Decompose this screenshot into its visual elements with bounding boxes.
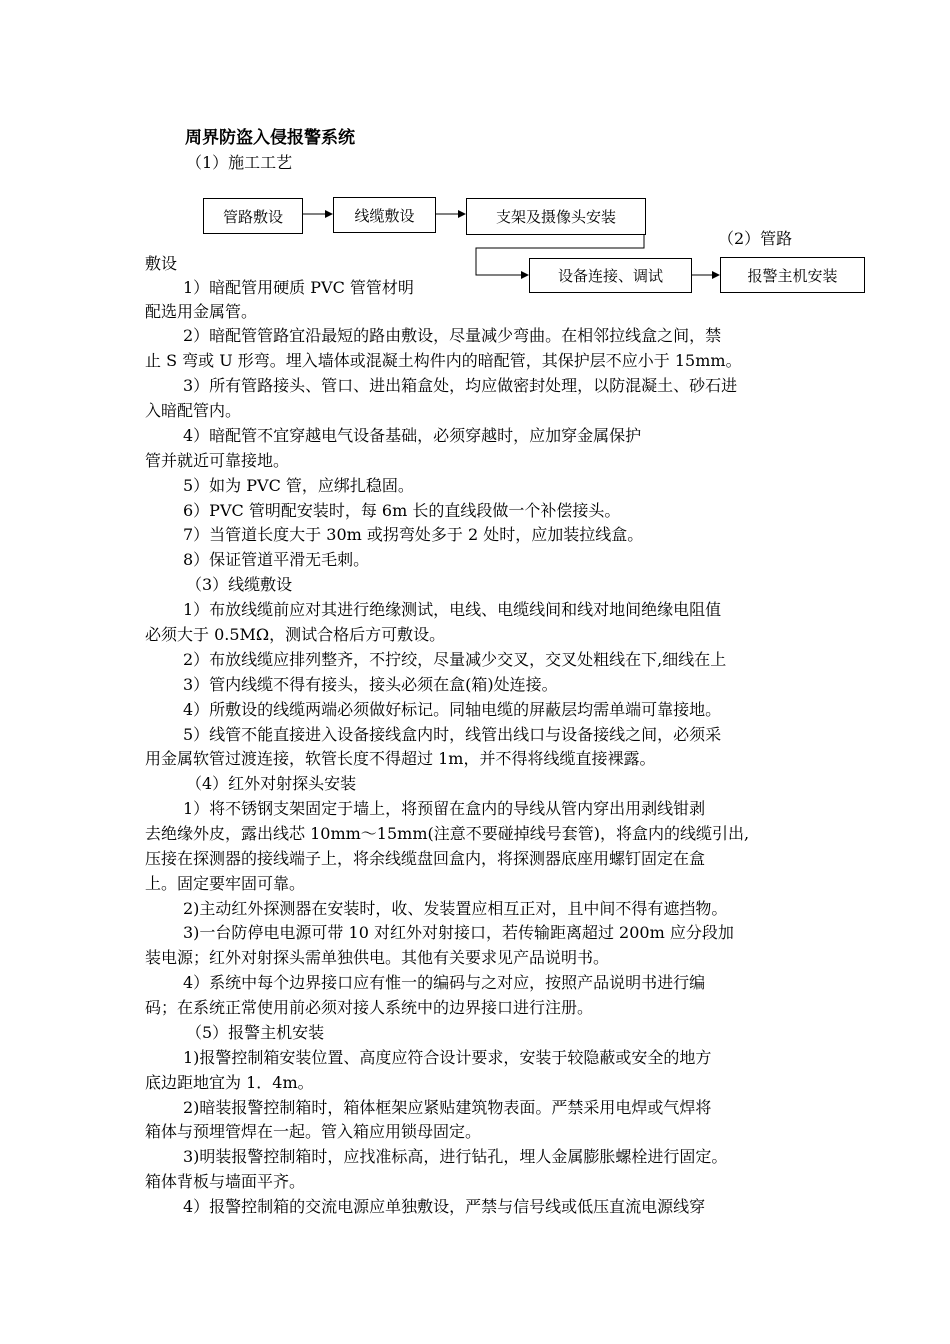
section-4-title: （4）红外对射探头安装 xyxy=(186,774,357,793)
flow-step-bracket-camera-install: 支架及摄像头安装 xyxy=(466,198,646,235)
section-3-title: （3）线缆敷设 xyxy=(186,575,293,594)
paragraph-line: 6）PVC 管明配安装时，每 6m 长的直线段做一个补偿接头。 xyxy=(183,501,621,520)
flow-step-pipe-laying: 管路敷设 xyxy=(203,198,303,234)
document-heading: 周界防盗入侵报警系统 xyxy=(185,128,355,148)
paragraph-line: 压接在探测器的接线端子上，将余线缆盘回盒内，将探测器底座用螺钉固定在盒 xyxy=(145,849,706,868)
section-2-title-part1: （2）管路 xyxy=(718,229,793,248)
section-5-title: （5）报警主机安装 xyxy=(186,1023,325,1042)
paragraph-line: 管并就近可靠接地。 xyxy=(145,451,290,470)
paragraph-line: 2）暗配管管路宜沿最短的路由敷设，尽量减少弯曲。在相邻拉线盒之间，禁 xyxy=(183,326,722,345)
paragraph-line: 1)报警控制箱安装位置、高度应符合设计要求，安装于较隐蔽或安全的地方 xyxy=(183,1048,712,1067)
paragraph-line: 5）线管不能直接进入设备接线盒内时，线管出线口与设备接线之间，必须采 xyxy=(183,725,722,744)
paragraph-line: 2)暗装报警控制箱时，箱体框架应紧贴建筑物表面。严禁采用电焊或气焊将 xyxy=(183,1098,712,1117)
paragraph-line: 3）管内线缆不得有接头，接头必须在盒(箱)处连接。 xyxy=(183,675,558,694)
paragraph-line: 配选用金属管。 xyxy=(145,302,258,321)
paragraph-line: 2）布放线缆应排列整齐，不拧绞，尽量减少交叉，交叉处粗线在下,细线在上 xyxy=(183,650,727,669)
paragraph-line: 4）暗配管不宜穿越电气设备基础，必须穿越时，应加穿金属保护 xyxy=(183,426,642,445)
section-1-title: （1）施工工艺 xyxy=(186,153,293,172)
paragraph-line: 8）保证管道平滑无毛刺。 xyxy=(183,550,370,569)
paragraph-line: 3)一台防停电电源可带 10 对红外对射接口，若传输距离超过 200m 应分段加 xyxy=(183,923,734,942)
paragraph-line: 入暗配管内。 xyxy=(145,401,242,420)
flow-step-alarm-host-install: 报警主机安装 xyxy=(720,257,865,293)
flow-step-cable-laying: 线缆敷设 xyxy=(333,197,436,233)
paragraph-line: 4）报警控制箱的交流电源应单独敷设，严禁与信号线或低压直流电源线穿 xyxy=(183,1197,706,1216)
paragraph-line: 上。固定要牢固可靠。 xyxy=(145,874,306,893)
flow-step-device-connection-debug: 设备连接、调试 xyxy=(529,258,692,293)
paragraph-line: 4）系统中每个边界接口应有惟一的编码与之对应，按照产品说明书进行编 xyxy=(183,973,706,992)
paragraph-line: 5）如为 PVC 管，应绑扎稳固。 xyxy=(183,476,414,495)
paragraph-line: 1）将不锈钢支架固定于墙上，将预留在盒内的导线从管内穿出用剥线钳剥 xyxy=(183,799,706,818)
paragraph-line: 1）暗配管用硬质 PVC 管管材明 xyxy=(183,278,414,297)
paragraph-line: 3）所有管路接头、管口、进出箱盒处，均应做密封处理，以防混凝土、砂石进 xyxy=(183,376,738,395)
paragraph-line: 2)主动红外探测器在安装时，收、发装置应相互正对，且中间不得有遮挡物。 xyxy=(183,899,728,918)
paragraph-line: 必须大于 0.5MΩ，测试合格后方可敷设。 xyxy=(145,625,446,644)
paragraph-line: 7）当管道长度大于 30m 或拐弯处多于 2 处时，应加装拉线盒。 xyxy=(183,525,644,544)
paragraph-line: 底边距地宜为 1．4m。 xyxy=(145,1073,314,1092)
paragraph-line: 用金属软管过渡连接，软管长度不得超过 1m，并不得将线缆直接裸露。 xyxy=(145,749,656,768)
paragraph-line: 去绝缘外皮，露出线芯 10mm～15mm(注意不要碰掉线号套管)，将盒内的线缆引出, xyxy=(145,824,750,843)
paragraph-line: 1）布放线缆前应对其进行绝缘测试，电线、电缆线间和线对地间绝缘电阻值 xyxy=(183,600,722,619)
paragraph-line: 码；在系统正常使用前必须对接人系统中的边界接口进行注册。 xyxy=(145,998,594,1017)
paragraph-line: 箱体背板与墙面平齐。 xyxy=(145,1172,306,1191)
paragraph-line: 箱体与预埋管焊在一起。管入箱应用锁母固定。 xyxy=(145,1122,482,1141)
section-2-title-part2: 敷设 xyxy=(145,254,178,273)
paragraph-line: 4）所敷设的线缆两端必须做好标记。同轴电缆的屏蔽层均需单端可靠接地。 xyxy=(183,700,722,719)
paragraph-line: 3)明装报警控制箱时，应找准标高，进行钻孔，埋人金属膨胀螺栓进行固定。 xyxy=(183,1147,728,1166)
paragraph-line: 装电源；红外对射探头需单独供电。其他有关要求见产品说明书。 xyxy=(145,948,610,967)
paragraph-line: 止 S 弯或 U 形弯。埋入墙体或混凝土构件内的暗配管，其保护层不应小于 15mm。 xyxy=(145,351,742,370)
